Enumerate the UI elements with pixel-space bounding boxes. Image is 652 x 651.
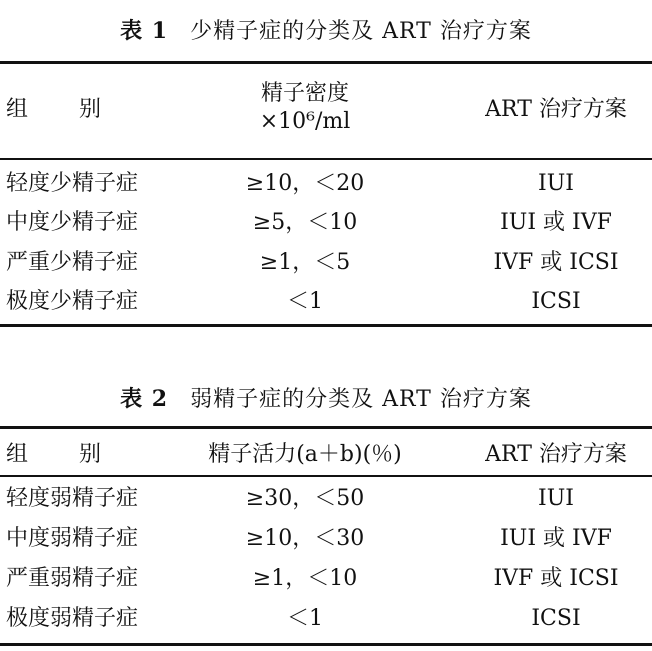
table1-title: 少精子症的分类及 ART 治疗方案 — [190, 19, 532, 44]
table2-bottom-rule — [0, 643, 652, 646]
table2-row-plan: IUI 或 IVF — [500, 526, 612, 551]
table2-label: 表 2 — [120, 386, 169, 412]
table2-header-motility: 精子活力(a＋b)(％) — [208, 442, 402, 467]
table1-row-value: ≥1，＜5 — [259, 250, 351, 275]
table1-header-density — [175, 80, 435, 136]
table1-label: 表 1 — [120, 18, 169, 44]
table2-title: 弱精子症的分类及 ART 治疗方案 — [190, 387, 532, 412]
table1-header-density-line1: 精子密度 — [260, 81, 349, 106]
table1-row-value: ≥5，＜10 — [252, 210, 358, 235]
table1-row-group: 极度少精子症 — [6, 289, 139, 314]
table2-row-value: ≥30，＜50 — [245, 486, 365, 511]
table2-row-value: ≥10，＜30 — [245, 526, 365, 551]
table2-header-rule — [0, 475, 652, 477]
table1-row-plan: IUI 或 IVF — [500, 210, 612, 235]
table2-header-plan: ART 治疗方案 — [485, 442, 627, 467]
table2-top-rule — [0, 426, 652, 429]
table1-row-plan: IUI — [538, 171, 574, 196]
table1-header-rule — [0, 158, 652, 160]
table1-header-group: 组 别 — [6, 97, 123, 122]
table2-row-value: ≥1，＜10 — [252, 566, 358, 591]
table1-header-plan: ART 治疗方案 — [485, 97, 627, 122]
table1-row-group: 严重少精子症 — [6, 250, 139, 275]
table2-caption — [0, 382, 652, 413]
table2-row-group: 轻度弱精子症 — [6, 486, 139, 511]
table1-row-group: 轻度少精子症 — [6, 171, 139, 196]
table2-row-group: 严重弱精子症 — [6, 566, 139, 591]
table1-row-plan: ICSI — [531, 289, 581, 314]
table1-bottom-rule — [0, 324, 652, 327]
table1-row-value: ≥10，＜20 — [245, 171, 365, 196]
table2-row-value: ＜1 — [287, 606, 323, 631]
table2-row-group: 极度弱精子症 — [6, 606, 139, 631]
table1-row-group: 中度少精子症 — [6, 210, 139, 235]
table1-row-value: ＜1 — [287, 289, 323, 314]
table2-row-plan: IUI — [538, 486, 574, 511]
table2-row-plan: IVF 或 ICSI — [493, 566, 619, 591]
table2-row-plan: ICSI — [531, 606, 581, 631]
table2-row-group: 中度弱精子症 — [6, 526, 139, 551]
table2-header-group: 组 别 — [6, 442, 123, 467]
table1-header-density-line2: ×10⁶/ml — [259, 109, 351, 134]
table1-top-rule — [0, 61, 652, 64]
table1-row-plan: IVF 或 ICSI — [493, 250, 619, 275]
table1-caption — [0, 14, 652, 45]
